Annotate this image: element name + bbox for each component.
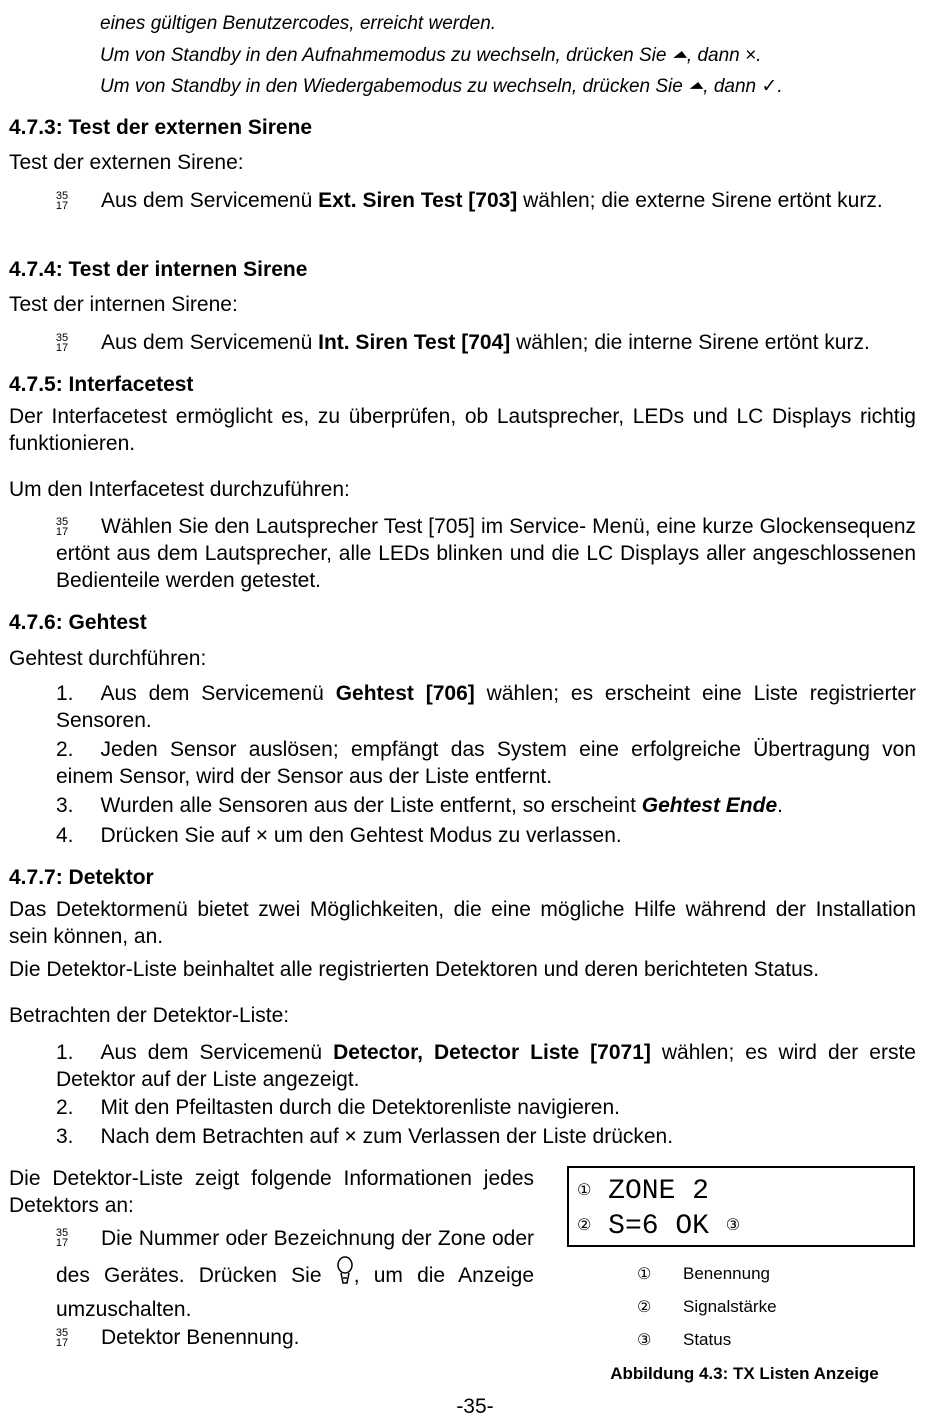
lead-4-7-6: Gehtest durchführen: — [9, 647, 207, 670]
lead-4-7-4: Test der internen Sirene: — [9, 293, 238, 316]
figure-caption: Abbildung 4.3: TX Listen Anzeige — [610, 1364, 879, 1383]
bullet-4-7-5: 35 17 Wählen Sie den Lautsprecher Test [705] im Service- Menü, eine kurze Glockensequenz ertönt aus dem Lautsprecher, alle LEDs blinken und die LC Displays aller angeschlossenen Bedienteile werden getestet. — [55, 515, 916, 592]
bullet-glyph-icon: 35 17 — [55, 1327, 69, 1349]
bullet-glyph-icon: 35 17 — [55, 516, 69, 538]
legend-item: ③ Status — [637, 1330, 732, 1349]
para-4-7-7-2: Die Detektor-Liste beinhaltet alle registrierten Detektoren und deren berichteten Status. — [9, 958, 820, 981]
page-number: -35- — [456, 1395, 494, 1418]
list-item: 3. Nach dem Betrachten auf × zum Verlassen der Liste drücken. — [56, 1125, 674, 1148]
list-item: 2. Mit den Pfeiltasten durch die Detektorenliste navigieren. — [56, 1096, 620, 1119]
lead-4-7-7: Betrachten der Detektor-Liste: — [9, 1004, 290, 1027]
intro-line-2: Um von Standby in den Aufnahmemodus zu wechseln, drücken Sie ⏶, dann ×. — [100, 45, 762, 66]
list-item: 4. Drücken Sie auf × um den Gehtest Modus zu verlassen. — [56, 824, 622, 847]
bullet-glyph-icon: 35 17 — [55, 1227, 69, 1249]
bullet-glyph-icon: 35 17 — [55, 190, 69, 212]
lcd-line-2: ② S=6 OK ③ — [577, 1211, 741, 1242]
intro-line-1: eines gültigen Benutzercodes, erreicht werden. — [100, 13, 497, 34]
legend-item: ① Benennung — [637, 1264, 770, 1283]
info-lead: Die Detektor-Liste zeigt folgende Informationen jedes Detektors an: — [9, 1167, 534, 1217]
key-bulb-icon — [336, 1256, 354, 1286]
lcd-display — [567, 1166, 915, 1247]
info-bullet-1: 35 17 Die Nummer oder Bezeichnung der Zone oder des Gerätes. Drücken Sie , um die Anzeige umzuschalten. — [55, 1227, 535, 1321]
para-4-7-5: Der Interfacetest ermöglicht es, zu überprüfen, ob Lautsprecher, LEDs und LC Displays richtig funktionieren. — [9, 405, 916, 455]
lead-4-7-3: Test der externen Sirene: — [9, 151, 244, 174]
list-item: 1. Aus dem Servicemenü Detector, Detector Liste [7071] wählen; es wird der erste Detektor auf der Liste angezeigt. — [56, 1041, 916, 1091]
bullet-4-7-4: 35 17 Aus dem Servicemenü Int. Siren Test [704] wählen; die interne Sirene ertönt kurz. — [55, 331, 870, 354]
heading-4-7-5: 4.7.5: Interfacetest — [9, 373, 194, 396]
legend-item: ② Signalstärke — [637, 1297, 777, 1316]
list-item: 3. Wurden alle Sensoren aus der Liste entfernt, so erscheint Gehtest Ende. — [56, 794, 783, 817]
heading-4-7-3: 4.7.3: Test der externen Sirene — [9, 116, 313, 139]
heading-4-7-6: 4.7.6: Gehtest — [9, 611, 147, 634]
para-4-7-7-1: Das Detektormenü bietet zwei Möglichkeiten, die eine mögliche Hilfe während der Installation sein können, an. — [9, 898, 916, 948]
lcd-line-1: ① ZONE 2 — [577, 1176, 709, 1207]
bullet-glyph-icon: 35 17 — [55, 332, 69, 354]
heading-4-7-4: 4.7.4: Test der internen Sirene — [9, 258, 308, 281]
list-item: 1. Aus dem Servicemenü Gehtest [706] wählen; es erscheint eine Liste registrierter Sensoren. — [56, 682, 916, 732]
info-bullet-2: 35 17 Detektor Benennung. — [55, 1326, 300, 1349]
list-item: 2. Jeden Sensor auslösen; empfängt das System eine erfolgreiche Übertragung von einem Sensor, wird der Sensor aus der Liste entfernt. — [56, 738, 916, 788]
lead-4-7-5: Um den Interfacetest durchzuführen: — [9, 478, 350, 501]
intro-line-3: Um von Standby in den Wiedergabemodus zu wechseln, drücken Sie ⏶, dann ✓. — [100, 76, 783, 97]
heading-4-7-7: 4.7.7: Detektor — [9, 866, 154, 889]
bullet-4-7-3: 35 17 Aus dem Servicemenü Ext. Siren Test [703] wählen; die externe Sirene ertönt kurz. — [55, 189, 883, 212]
